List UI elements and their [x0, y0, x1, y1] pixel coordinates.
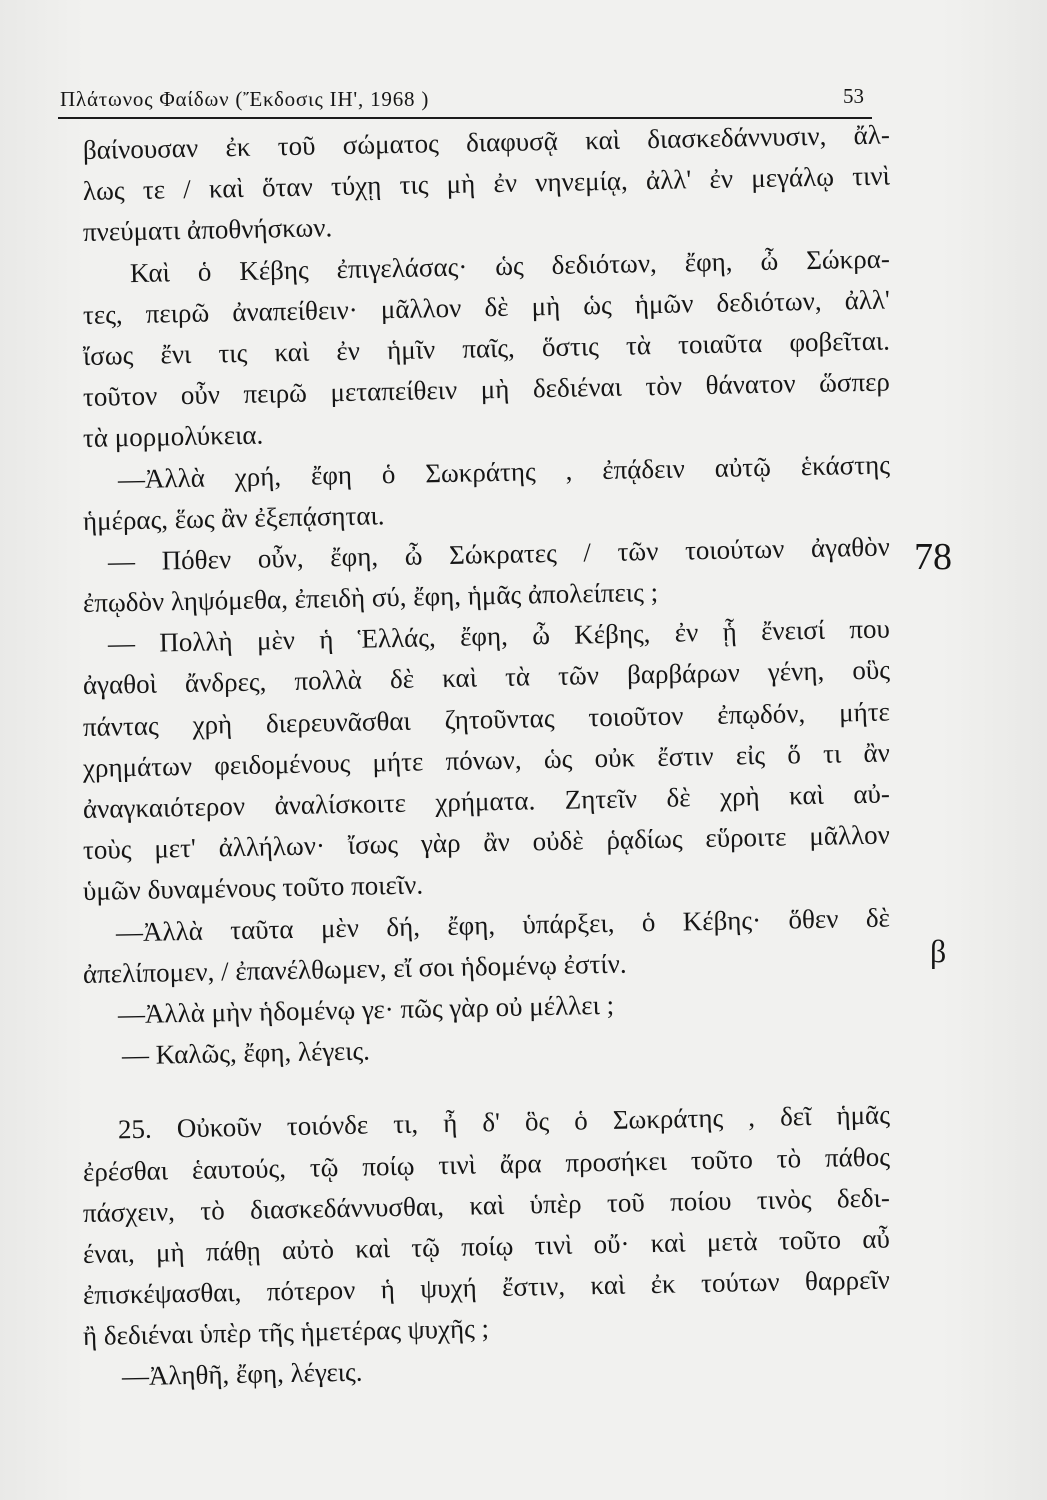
running-title: Πλάτωνος Φαίδων (Ἔκδοσις ΙΗ', 1968 ) — [60, 87, 430, 111]
text-line: τες, πειρῶ ἀναπείθειν· μᾶλλον δὲ μὴ ὡς ἡμῶν δεδιότων, ἀλλ' — [82, 284, 891, 330]
text-line: λως τε / καὶ ὅταν τύχῃ τις μὴ ἐν νηνεμίᾳ, ἀλλ' ἐν μεγάλῳ τινὶ — [82, 160, 891, 207]
section-start-line: 25. Οὐκοῦν τοιόνδε τι, ἦ δ' ὃς ὁ Σωκράτης , δεῖ ἡμᾶς — [117, 1099, 891, 1145]
text-line: ἢ δεδιέναι ὑπὲρ τῆς ἡμετέρας ψυχῆς ; — [82, 1313, 490, 1352]
text-line: τοῦτον οὖν πειρῶ μεταπείθειν μὴ δεδιέναι τὸν θάνατον ὥσπερ — [82, 366, 891, 413]
text-line: πνεύματι ἀποθνήσκων. — [82, 212, 333, 248]
main-text — [82, 119, 891, 1399]
text-line: ἀγαθοὶ ἄνδρες, πολλὰ δὲ καὶ τὰ τῶν βαρβάρων γένη, οὓς — [82, 654, 891, 701]
text-line: — Καλῶς, ἔφη, λέγεις. — [121, 1035, 371, 1071]
text-line: πάσχειν, τὸ διασκεδάννυσθαι, καὶ ὑπὲρ τοῦ ποίου τινὸς δεδι- — [82, 1182, 891, 1228]
stephanus-page-marker: 78 — [914, 536, 952, 578]
text-line: —Ἀλλὰ μὴν ἡδομένῳ γε· πῶς γὰρ οὐ μέλλει ; — [117, 989, 615, 1030]
text-line: ἀπελίπομεν, / ἐπανέλθωμεν, εἴ σοι ἡδομένῳ ἐστίν. — [82, 948, 627, 989]
text-line: ἐπισκέψασθαι, πότερον ἡ ψυχή ἔστιν, καὶ ἐκ τούτων θαρρεῖν — [82, 1264, 891, 1311]
text-line: Καὶ ὁ Κέβης ἐπιγελάσας· ὡς δεδιότων, ἔφη, ὦ Σώκρα- — [129, 243, 891, 288]
text-line: χρημάτων φειδομένους μήτε πόνων, ὡς οὐκ ἔστιν εἰς ὅ τι ἂν — [82, 737, 891, 783]
text-line: βαίνουσαν ἐκ τοῦ σώματος διαφυσᾷ καὶ διασκεδάννυσιν, ἄλ- — [82, 119, 891, 165]
text-line: πάντας χρὴ διερευνᾶσθαι ζητοῦντας τοιοῦτον ἐπῳδόν, μήτε — [82, 696, 891, 742]
text-line: ἡμέρας, ἕως ἂν ἐξεπᾴσηται. — [82, 499, 385, 536]
stephanus-section-marker: β — [930, 933, 947, 969]
text-line: ἐπῳδὸν ληψόμεθα, ἐπειδὴ σύ, ἔφη, ἡμᾶς ἀπολείπεις ; — [82, 577, 659, 619]
text-line: — Πολλὴ μὲν ἡ Ἑλλάς, ἔφη, ὦ Κέβης, ἐν ᾗ ἔνεισί που — [107, 613, 891, 659]
text-line: —Ἀλλὰ ταῦτα μὲν δή, ἔφη, ὑπάρξει, ὁ Κέβης· ὅθεν δὲ — [115, 902, 891, 947]
text-line: τὰ μορμολύκεια. — [82, 419, 264, 454]
text-line: τοὺς μετ' ἀλλήλων· ἴσως γὰρ ἂν οὐδὲ ῥᾳδίως εὕροιτε μᾶλλον — [82, 819, 891, 866]
text-line: —Ἀλλὰ χρή, ἔφη ὁ Σωκράτης , ἐπᾴδειν αὐτῷ ἑκάστης — [117, 449, 891, 494]
text-line: ἴσως ἔνι τις καὶ ἐν ἡμῖν παῖς, ὅστις τὰ τοιαῦτα φοβεῖται. — [82, 325, 891, 371]
text-line: —Ἀληθῆ, ἔφη, λέγεις. — [121, 1357, 363, 1392]
text-line: ἀναγκαιότερον ἀναλίσκοιτε χρήματα. Ζητεῖν δὲ χρὴ καὶ αὐ- — [82, 778, 891, 824]
text-line: έναι, μὴ πάθῃ αὐτὸ καὶ τῷ ποίῳ τινὶ οὔ· καὶ μετὰ τοῦτο αὖ — [82, 1223, 891, 1269]
text-line: — Πόθεν οὖν, ἔφη, ὦ Σώκρατες / τῶν τοιούτων ἀγαθὸν — [107, 531, 891, 577]
text-line: ὑμῶν δυναμένους τοῦτο ποιεῖν. — [82, 869, 424, 907]
page-number: 53 — [843, 84, 864, 108]
text-line: ἐρέσθαι ἑαυτούς, τῷ ποίῳ τινὶ ἄρα προσήκει τοῦτο τὸ πάθος — [82, 1141, 891, 1187]
